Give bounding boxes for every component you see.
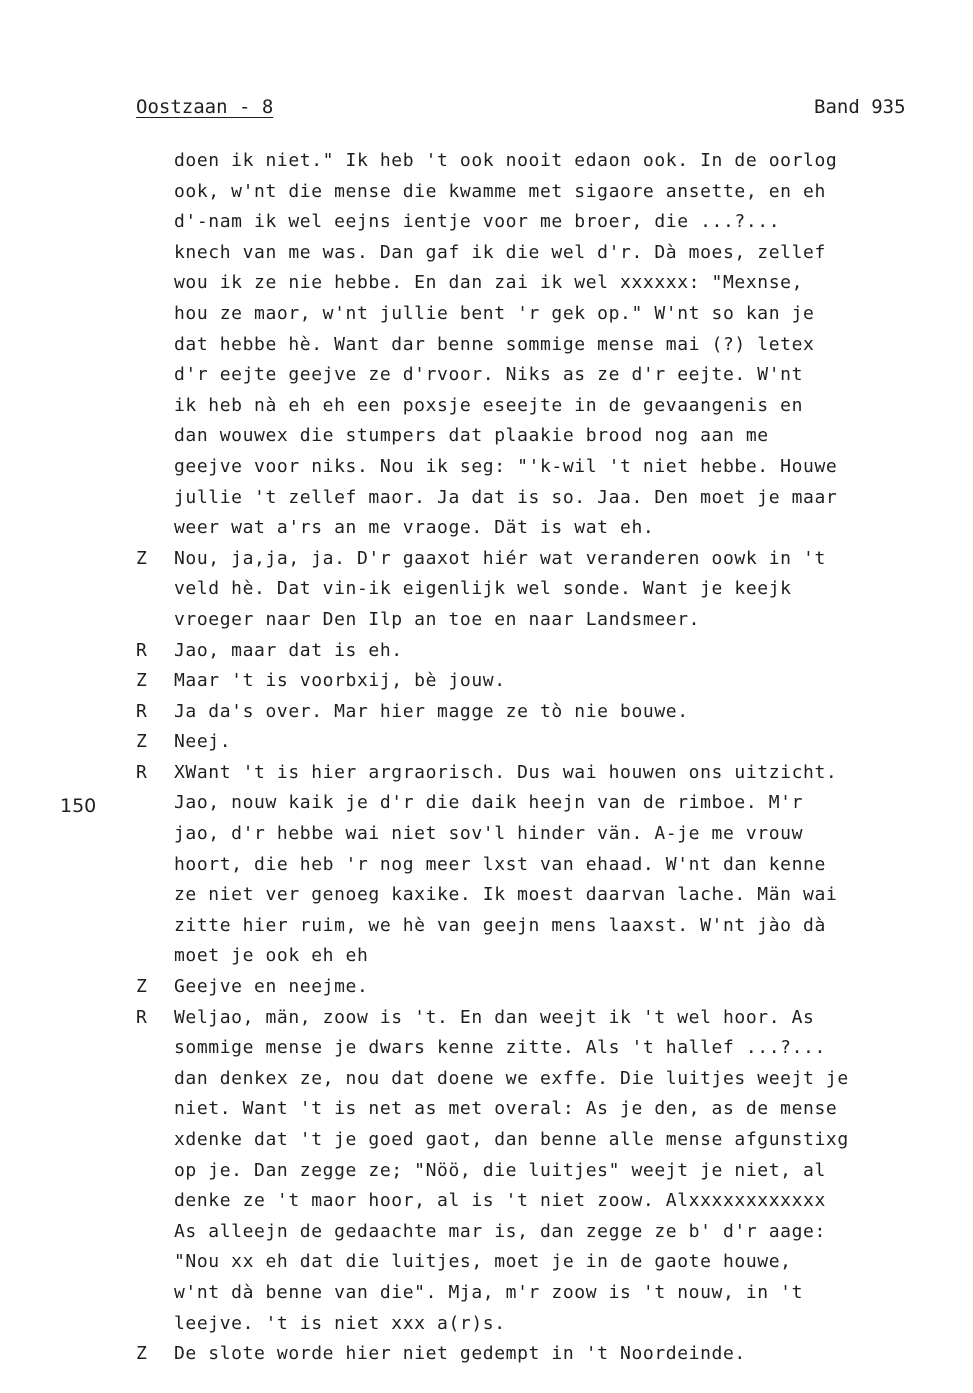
line-text: sommige mense je dwars kenne zitte. Als 't hallef ...?...	[174, 1037, 826, 1059]
transcript-line	[0, 238, 973, 269]
transcript-line	[0, 544, 973, 575]
transcript-line	[0, 1156, 973, 1187]
transcript-line	[0, 1309, 973, 1340]
line-text: veld hè. Dat vin-ik eigenlijk wel sonde. Want je keejk	[174, 578, 792, 600]
line-text: hou ze maor, w'nt jullie bent 'r gek op." W'nt so kan je	[174, 302, 815, 324]
transcript-line	[0, 758, 973, 789]
transcript-line	[0, 1278, 973, 1309]
transcript-line	[0, 1033, 973, 1064]
line-text: niet. Want 't is net as met overal: As je den, as de mense	[174, 1098, 838, 1120]
line-text: denke ze 't maor hoor, al is 't niet zoow. Alxxxxxxxxxxxx	[174, 1190, 826, 1212]
speaker-label: R	[136, 700, 147, 722]
transcript-line	[0, 880, 973, 911]
line-text: moet je ook eh eh	[174, 945, 369, 967]
speaker-label: Z	[136, 547, 147, 569]
transcript-line	[0, 574, 973, 605]
line-text: wou ik ze nie hebbe. En dan zai ik wel xxxxxx: "Mexnse,	[174, 272, 804, 294]
transcript-line	[0, 1217, 973, 1248]
line-text: weer wat a'rs an me vraoge. Dät is wat eh.	[174, 517, 655, 539]
line-text: Maar 't is voorbxij, bè jouw.	[174, 670, 506, 692]
line-text: leejve. 't is niet xxx a(r)s.	[174, 1312, 506, 1334]
transcript-body	[0, 146, 973, 1370]
line-text: dan denkex ze, nou dat doene we exffe. Die luitjes weejt je	[174, 1067, 849, 1089]
transcript-line	[0, 330, 973, 361]
transcript-line	[0, 666, 973, 697]
transcript-line	[0, 452, 973, 483]
line-text: De slote worde hier niet gedempt in 't Noordeinde.	[174, 1343, 746, 1365]
line-text: geejve voor niks. Nou ik seg: "'k-wil 't niet hebbe. Houwe	[174, 455, 838, 477]
line-text: Neej.	[174, 731, 232, 753]
transcript-line	[0, 1186, 973, 1217]
transcript-line	[0, 207, 973, 238]
transcript-line	[0, 360, 973, 391]
line-text: ook, w'nt die mense die kwamme met sigaore ansette, en eh	[174, 180, 826, 202]
margin-line-number: 150	[60, 795, 97, 817]
transcript-line	[0, 941, 973, 972]
transcript-line	[0, 727, 973, 758]
line-text: op je. Dan zegge ze; "Nöö, die luitjes" weejt je niet, al	[174, 1159, 826, 1181]
transcript-line	[0, 1125, 973, 1156]
line-text: XWant 't is hier argraorisch. Dus wai houwen ons uitzicht.	[174, 761, 838, 783]
speaker-label: R	[136, 639, 147, 661]
speaker-label: R	[136, 761, 147, 783]
line-text: d'-nam ik wel eejns ientje voor me broer, die ...?...	[174, 211, 781, 233]
transcript-line	[0, 421, 973, 452]
line-text: dan wouwex die stumpers dat plaakie brood nog aan me	[174, 425, 769, 447]
transcript-line	[0, 911, 973, 942]
transcript-line	[0, 513, 973, 544]
line-text: ik heb nà eh eh een poxsje eseejte in de gevaangenis en	[174, 394, 804, 416]
line-text: jao, d'r hebbe wai niet sov'l hinder vän. A-je me vrouw	[174, 823, 804, 845]
speaker-label: Z	[136, 1343, 147, 1365]
transcript-line	[0, 819, 973, 850]
transcript-line	[0, 1094, 973, 1125]
line-text: ze niet ver genoeg kaxike. Ik moest daarvan lache. Män wai	[174, 884, 838, 906]
transcript-line	[0, 177, 973, 208]
line-text: vroeger naar Den Ilp an toe en naar Landsmeer.	[174, 608, 701, 630]
line-text: xdenke dat 't je goed gaot, dan benne alle mense afgunstixg	[174, 1129, 849, 1150]
speaker-label: Z	[136, 976, 147, 998]
line-text: doen ik niet." Ik heb 't ook nooit edaon ook. In de oorlog	[174, 150, 838, 171]
transcript-line	[0, 636, 973, 667]
line-text: Jao, maar dat is eh.	[174, 639, 403, 661]
transcript-line	[0, 146, 973, 177]
transcript-line	[0, 391, 973, 422]
speaker-label: Z	[136, 670, 147, 692]
line-text: As alleejn de gedaachte mar is, dan zegge ze b' d'r aage:	[174, 1220, 826, 1242]
transcript-line	[0, 268, 973, 299]
transcript-line	[0, 1003, 973, 1034]
transcript-line	[0, 605, 973, 636]
line-text: jullie 't zellef maor. Ja dat is so. Jaa. Den moet je maar	[174, 486, 838, 508]
line-text: w'nt dà benne van die". Mja, m'r zoow is 't nouw, in 't	[174, 1281, 804, 1303]
transcript-line	[0, 697, 973, 728]
speaker-label: R	[136, 1006, 147, 1028]
line-text: hoort, die heb 'r nog meer lxst van ehaad. W'nt dan kenne	[174, 853, 826, 875]
line-text: dat hebbe hè. Want dar benne sommige mense mai (?) letex	[174, 333, 815, 355]
speaker-label: Z	[136, 731, 147, 753]
line-text: Ja da's over. Mar hier magge ze tò nie bouwe.	[174, 700, 689, 722]
transcript-line	[0, 850, 973, 881]
line-text: "Nou xx eh dat die luitjes, moet je in de gaote houwe,	[174, 1251, 792, 1273]
line-text: Weljao, män, zoow is 't. En dan weejt ik 't wel hoor. As	[174, 1006, 815, 1028]
line-text: knech van me was. Dan gaf ik die wel d'r. Dà moes, zellef	[174, 241, 826, 263]
transcript-line	[0, 1064, 973, 1095]
line-text: zitte hier ruim, we hè van geejn mens laaxst. W'nt jào dà	[174, 914, 826, 936]
transcript-line	[0, 483, 973, 514]
page-header-tape-number: Band 935	[814, 96, 906, 118]
line-text: Jao, nouw kaik je d'r die daik heejn van de rimboe. M'r	[174, 792, 804, 814]
transcript-line	[0, 788, 973, 819]
line-text: Nou, ja,ja, ja. D'r gaaxot hiér wat veranderen oowk in 't	[174, 547, 826, 569]
line-text: d'r eejte geejve ze d'rvoor. Niks as ze d'r eejte. W'nt	[174, 364, 804, 386]
transcript-line	[0, 1339, 973, 1370]
transcript-line	[0, 299, 973, 330]
page-header-title: Oostzaan - 8	[136, 96, 274, 118]
transcript-line	[0, 972, 973, 1003]
line-text: Geejve en neejme.	[174, 976, 369, 998]
transcript-line	[0, 1247, 973, 1278]
